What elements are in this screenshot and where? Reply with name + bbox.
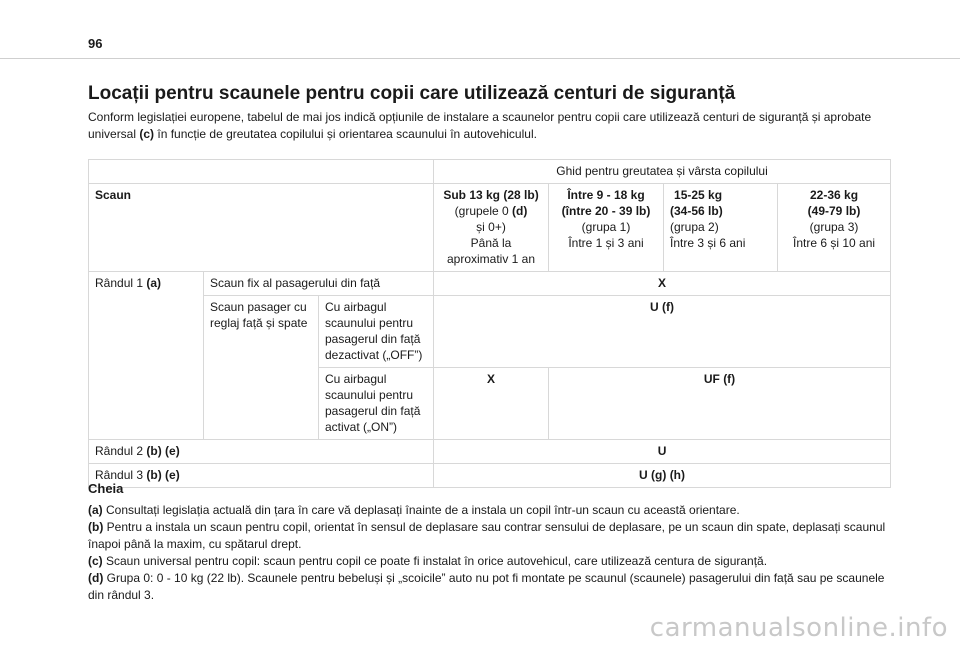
- fixed-seat-value: X: [434, 272, 891, 296]
- airbag-off-label: Cu airbagul scaunului pentru pasagerul din față dezactivat („OFF”): [319, 296, 434, 368]
- col2-line2: (34-56 lb): [670, 204, 723, 218]
- row3-value: U (g) (h): [434, 464, 891, 488]
- table-row: [89, 272, 891, 296]
- legend-key: (d): [88, 571, 104, 585]
- row3-ref: (b) (e): [146, 468, 180, 482]
- row1-label-text: Rândul 1: [95, 276, 147, 290]
- intro-ref: (c): [139, 127, 155, 141]
- row2-label: [89, 440, 434, 464]
- legend-text: Grupa 0: 0 - 10 kg (22 lb). Scaunele pentru bebeluși și „scoicile” auto nu pot fi montate pe scaunul (scaunele) pasagerului din față sau pe scaunele din rândul 3.: [88, 571, 885, 602]
- table-header-row: [89, 184, 891, 272]
- col-group-1: [549, 184, 664, 272]
- legend-key: (a): [88, 503, 103, 517]
- legend-key: (c): [88, 554, 103, 568]
- row3-label-text: Rândul 3: [95, 468, 147, 482]
- col0-line1: Sub 13 kg (28 lb): [443, 188, 539, 202]
- row2-label-text: Rândul 2: [95, 444, 147, 458]
- table-row: [89, 440, 891, 464]
- col2-line3: (grupa 2): [670, 220, 719, 234]
- airbag-on-value-group0: X: [434, 368, 549, 440]
- col0-line3: și 0+): [476, 220, 506, 234]
- row1-ref: (a): [146, 276, 162, 290]
- col3-line2: (49-79 lb): [807, 204, 861, 218]
- col-group-3: [778, 184, 891, 272]
- fixed-seat-label: Scaun fix al pasagerului din față: [204, 272, 434, 296]
- col0-line2: (grupele 0: [454, 204, 513, 218]
- airbag-on-label: Cu airbagul scaunului pentru pasagerul din față activat („ON”): [319, 368, 434, 440]
- legend-item: [88, 502, 888, 519]
- col-group-0: [434, 184, 549, 272]
- col0-ref: (d): [512, 204, 528, 218]
- col1-line2: (între 20 - 39 lb): [561, 204, 651, 218]
- header-divider: [0, 58, 960, 59]
- intro-text-after: în funcție de greutatea copilului și orientarea scaunului în autovehiculul.: [154, 127, 537, 141]
- seat-header: Scaun: [89, 184, 434, 272]
- intro-paragraph: [88, 109, 888, 143]
- legend-item: [88, 553, 888, 570]
- row1-label: [89, 272, 204, 440]
- row2-ref: (b) (e): [146, 444, 180, 458]
- legend-text: Pentru a instala un scaun pentru copil, orientat în sensul de deplasare sau contrar sensului de deplasare, pe un scaun din spate, deplasați scaunul înapoi până la maxim, cu spătarul drept.: [88, 520, 886, 551]
- col0-line4: Până la: [470, 236, 512, 250]
- page-number: 96: [88, 36, 103, 51]
- adjustable-seat-label: Scaun pasager cu reglaj față și spate: [204, 296, 319, 440]
- page-title: Locații pentru scaunele pentru copii care utilizează centuri de siguranță: [88, 83, 736, 104]
- airbag-off-value: U (f): [434, 296, 891, 368]
- col2-line1: 15-25 kg: [674, 188, 723, 202]
- weight-age-guide-header: Ghid pentru greutatea și vârsta copilului: [434, 160, 891, 184]
- legend-text: Consultați legislația actuală din țara în care vă deplasați înainte de a instala un copil într-un scaun cu această orientare.: [102, 503, 740, 517]
- table-header-group-row: [89, 160, 891, 184]
- col2-line4: Între 3 și 6 ani: [670, 236, 746, 250]
- legend-key: (b): [88, 520, 104, 534]
- legend-item: [88, 570, 888, 604]
- col-group-2: [664, 184, 778, 272]
- legend-item: [88, 519, 888, 553]
- table-row: [89, 296, 891, 368]
- col0-line5: aproximativ 1 an: [446, 252, 536, 266]
- col3-line1: 22-36 kg: [810, 188, 859, 202]
- legend-text: Scaun universal pentru copil: scaun pentru copil ce poate fi instalat în orice autovehicul, care utilizează centura de siguranță.: [102, 554, 768, 568]
- row2-value: U: [434, 440, 891, 464]
- watermark: carmanualsonline.info: [649, 613, 948, 643]
- col3-line3: (grupa 3): [809, 220, 859, 234]
- col1-line4: Între 1 și 3 ani: [568, 236, 644, 250]
- intro-text: Conform legislației europene, tabelul de mai jos indică opțiunile de instalare a scaunelor pentru copii care utilizează centuri de siguranță și aprobate universal: [88, 110, 872, 141]
- col3-line4: Între 6 și 10 ani: [792, 236, 876, 250]
- airbag-on-value-groups: UF (f): [549, 368, 891, 440]
- col1-line1: Între 9 - 18 kg: [567, 188, 645, 202]
- header-empty-cell: [89, 160, 434, 184]
- col1-line3: (grupa 1): [581, 220, 631, 234]
- legend: [88, 480, 888, 604]
- child-seat-table: [88, 159, 891, 488]
- legend-heading: Cheia: [88, 481, 124, 496]
